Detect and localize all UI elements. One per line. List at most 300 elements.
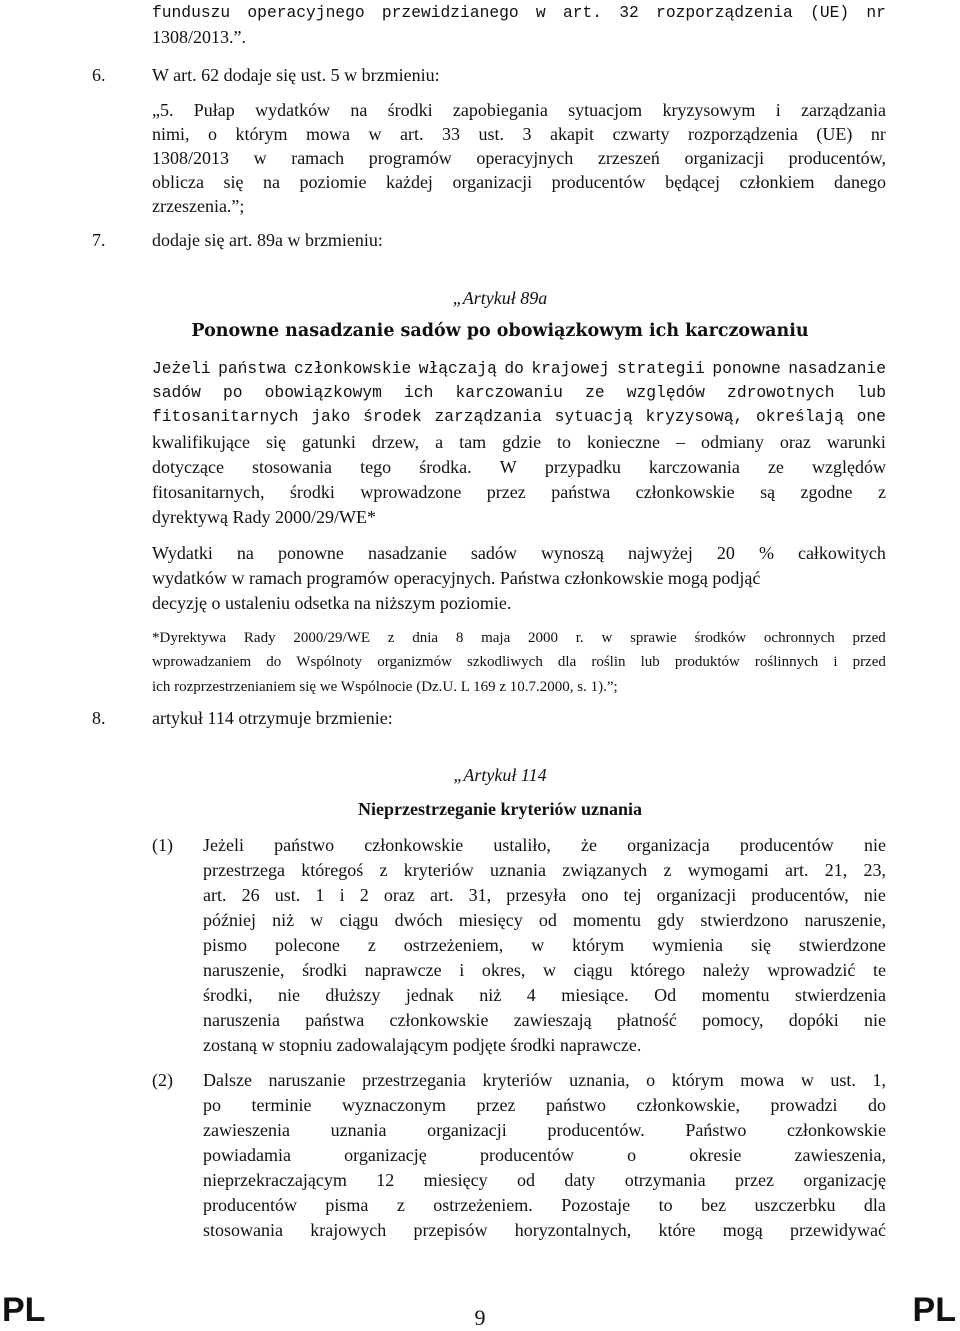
- word: wynoszą: [540, 543, 604, 563]
- justified-line: [203, 859, 886, 881]
- word: i: [833, 654, 838, 670]
- word: 26: [241, 885, 260, 905]
- justified-line: [152, 481, 886, 503]
- word: o: [208, 124, 218, 144]
- para-line: [203, 1009, 886, 1031]
- word: 23,: [863, 860, 886, 880]
- word: ze: [585, 383, 605, 402]
- word: w: [535, 3, 546, 22]
- word: przez: [735, 1170, 774, 1190]
- justified-line: [152, 382, 886, 404]
- footnote-line: [152, 651, 886, 673]
- word: 1: [315, 885, 325, 905]
- item-6-para-line-2: [152, 123, 886, 145]
- word: zarządzania: [801, 100, 886, 120]
- word: 4: [526, 985, 536, 1005]
- word: fitosanitarnych: [152, 407, 299, 426]
- para-line: [152, 406, 886, 428]
- word: do: [504, 359, 524, 378]
- word: naruszenie,: [203, 960, 285, 980]
- word: stwierdzone: [798, 935, 886, 955]
- word: uznania,: [569, 1070, 630, 1090]
- item-6-number: 6.: [92, 65, 106, 85]
- word: nie: [863, 1010, 886, 1030]
- word: w: [253, 148, 267, 168]
- word: ze: [767, 457, 784, 477]
- word: później: [203, 910, 256, 930]
- word: którego: [630, 960, 686, 980]
- word: organizacji: [452, 172, 533, 192]
- word: nasadzanie: [788, 359, 886, 378]
- word: przez: [486, 482, 526, 502]
- justified-line: [203, 934, 886, 956]
- para-line: zostaną w stopniu zadowalającym podjęte środki naprawcze.: [203, 1035, 642, 1055]
- word: producentów: [551, 172, 646, 192]
- word: przepisów: [413, 1220, 488, 1240]
- justified-line: [152, 171, 886, 193]
- top-line-1: [152, 2, 886, 24]
- word: otrzymania: [624, 1170, 706, 1190]
- para-line: [203, 834, 886, 856]
- word: 31,: [468, 885, 492, 905]
- word: pismo: [203, 935, 248, 955]
- word: poziomie: [299, 172, 367, 192]
- word: operacyjnego: [247, 3, 365, 22]
- word: z: [877, 482, 886, 502]
- word: wprowadzić: [767, 960, 856, 980]
- word: członkowskie: [293, 359, 412, 378]
- word: funduszu: [152, 3, 231, 22]
- word: zgodne: [800, 482, 853, 502]
- justified-line: [203, 984, 886, 1006]
- word: dopóki: [788, 1010, 839, 1030]
- word: przed: [852, 654, 886, 670]
- word: niż: [479, 985, 502, 1005]
- word: przewidywać: [790, 1220, 886, 1240]
- word: nimi,: [152, 124, 190, 144]
- word: to: [557, 432, 572, 452]
- word: i: [775, 100, 781, 120]
- word: członkowskie: [389, 1010, 489, 1030]
- word: producentów: [203, 1195, 297, 1215]
- word: którym: [572, 935, 625, 955]
- word: środki,: [203, 985, 253, 1005]
- word: ust.: [830, 1070, 856, 1090]
- justified-line: [152, 651, 886, 673]
- word: członkiem: [739, 172, 815, 192]
- word: nieprzekraczającym: [203, 1170, 347, 1190]
- word: ust.: [274, 885, 301, 905]
- word: r.: [575, 630, 584, 646]
- word: prowadzi: [770, 1095, 838, 1115]
- item-8-intro: artykuł 114 otrzymuje brzmienie:: [152, 708, 393, 728]
- word: środka.: [419, 457, 472, 477]
- word: horyzontalnych,: [514, 1220, 632, 1240]
- justified-line: [152, 2, 886, 24]
- word: rozporządzenia: [656, 3, 793, 22]
- word: programów: [368, 148, 452, 168]
- word: 1308/2013: [152, 148, 230, 168]
- word: państwa: [305, 1010, 365, 1030]
- word: przez: [476, 1095, 516, 1115]
- word: akapit: [550, 124, 594, 144]
- word: tam: [459, 432, 487, 452]
- word: Dalsze: [203, 1070, 252, 1090]
- word: %: [758, 543, 774, 563]
- word: organizmów: [377, 654, 452, 670]
- word: będącej: [665, 172, 721, 192]
- para-line: [203, 1094, 886, 1116]
- article-89a-heading: Ponowne nasadzanie sadów po obowiązkowym ich karczowaniu: [191, 321, 809, 341]
- word: Wspólnoty: [296, 654, 363, 670]
- word: z: [663, 860, 672, 880]
- word: o: [627, 1145, 637, 1165]
- para-line: [203, 1169, 886, 1191]
- word: jednak: [405, 985, 454, 1005]
- word: na: [262, 172, 280, 192]
- word: przed: [852, 630, 886, 646]
- word: to: [658, 1195, 673, 1215]
- para-line: decyzję o ustaleniu odsetka na niższym poziomie.: [152, 593, 512, 613]
- item-6-intro: W art. 62 dodaje się ust. 5 w brzmieniu:: [152, 65, 440, 85]
- word: Jeżeli: [203, 835, 244, 855]
- justified-line: [152, 358, 886, 380]
- word: odmiany: [700, 432, 764, 452]
- word: 1,: [872, 1070, 886, 1090]
- para-line: [152, 542, 886, 564]
- justified-line: [203, 909, 886, 931]
- word: producentów,: [788, 148, 886, 168]
- word: miesięcy: [458, 910, 523, 930]
- justified-line: [152, 147, 886, 169]
- word: nie: [277, 985, 300, 1005]
- word: które: [658, 1220, 696, 1240]
- word: organizację: [803, 1170, 886, 1190]
- word: się: [265, 432, 286, 452]
- word: operacyjnych: [476, 148, 574, 168]
- word: w: [310, 910, 324, 930]
- word: karczowaniu: [455, 383, 563, 402]
- footer-language-left: PL: [2, 1291, 46, 1329]
- word: w: [601, 630, 613, 646]
- word: sytuacjom: [568, 100, 643, 120]
- word: (UE): [816, 124, 853, 144]
- word: ich: [404, 383, 434, 402]
- para-line: wydatków w ramach programów operacyjnych. Państwa członkowskie mogą podjąć: [152, 568, 761, 588]
- word: ono: [581, 885, 609, 905]
- word: uszczerbku: [754, 1195, 836, 1215]
- para-line: [203, 859, 886, 881]
- word: o: [646, 1070, 656, 1090]
- word: środki: [302, 960, 348, 980]
- word: płatność: [616, 1010, 677, 1030]
- word: nr: [866, 3, 886, 22]
- word: wprowadzaniem: [152, 654, 252, 670]
- word: środki: [289, 482, 335, 502]
- justified-line: [203, 884, 886, 906]
- justified-line: [152, 123, 886, 145]
- word: i: [459, 960, 465, 980]
- para-1-number: (1): [152, 835, 173, 855]
- word: 21,: [824, 860, 848, 880]
- word: krajowych: [310, 1220, 387, 1240]
- justified-line: [152, 406, 886, 428]
- item-6-para-line-5: zrzeszenia.”;: [152, 196, 245, 216]
- word: nasadzanie: [367, 543, 447, 563]
- word: któregoś: [301, 860, 364, 880]
- word: 2000/29/WE: [293, 630, 371, 646]
- word: 32: [619, 3, 639, 22]
- word: art.: [784, 860, 809, 880]
- word: na: [350, 100, 368, 120]
- word: uznania: [330, 1120, 387, 1140]
- word: środki: [387, 100, 433, 120]
- word: te: [872, 960, 886, 980]
- word: naprawcze: [364, 960, 442, 980]
- word: ciągu: [573, 960, 613, 980]
- word: kryteriów: [482, 1070, 553, 1090]
- word: stwierdzono: [700, 910, 789, 930]
- word: miesięcy: [423, 1170, 488, 1190]
- para-line: [203, 984, 886, 1006]
- word: gatunki: [301, 432, 356, 452]
- justified-line: [203, 1144, 886, 1166]
- word: *Dyrektywa: [152, 630, 227, 646]
- word: przypadku: [544, 457, 621, 477]
- footnote-line: ich rozprzestrzenianiem się we Wspólnocie (Dz.U. L 169 z 10.7.2000, s. 1).”;: [152, 679, 618, 695]
- word: oblicza: [152, 172, 204, 192]
- justified-line: [152, 456, 886, 478]
- top-line-2: 1308/2013.”.: [152, 27, 246, 47]
- word: zdrowotnych: [727, 383, 835, 402]
- para-line: dyrektywą Rady 2000/29/WE*: [152, 507, 376, 527]
- word: nie: [863, 885, 886, 905]
- justified-line: [203, 1219, 886, 1241]
- justified-line: [152, 431, 886, 453]
- footer-language-right: PL: [912, 1291, 956, 1329]
- word: bez: [701, 1195, 727, 1215]
- word: roślin: [591, 654, 626, 670]
- justified-line: [203, 959, 886, 981]
- word: kwalifikujące: [152, 432, 250, 452]
- justified-line: [203, 1009, 886, 1031]
- word: sprawie: [630, 630, 677, 646]
- word: a: [435, 432, 444, 452]
- word: od: [538, 910, 557, 930]
- word: środków: [694, 630, 747, 646]
- word: wymienia: [652, 935, 724, 955]
- word: przewidzianego: [381, 3, 519, 22]
- word: związanych: [562, 860, 648, 880]
- justified-line: [152, 99, 886, 121]
- word: zawieszenia: [203, 1120, 290, 1140]
- word: się: [750, 935, 771, 955]
- word: dla: [557, 654, 577, 670]
- justified-line: [203, 1069, 886, 1091]
- word: którym: [671, 1070, 724, 1090]
- word: stosowania: [203, 1220, 283, 1240]
- word: ochronnych: [763, 630, 835, 646]
- word: fitosanitarnych,: [152, 482, 265, 502]
- word: 3: [522, 124, 532, 144]
- word: organizacji: [427, 1120, 507, 1140]
- para-line: [203, 884, 886, 906]
- item-6-para-line-1: [152, 99, 886, 121]
- word: wyznaczonym: [342, 1095, 446, 1115]
- word: Pułap: [193, 100, 235, 120]
- word: momentu: [573, 910, 642, 930]
- word: naruszanie: [268, 1070, 346, 1090]
- footnote-line: [152, 627, 886, 649]
- word: z: [387, 630, 395, 646]
- item-7-intro: dodaje się art. 89a w brzmieniu:: [152, 230, 383, 250]
- word: daty: [564, 1170, 596, 1190]
- word: art.: [562, 3, 603, 22]
- word: się: [223, 172, 244, 192]
- word: lub: [640, 654, 660, 670]
- word: one: [856, 407, 886, 426]
- word: stosowania: [252, 457, 333, 477]
- word: całkowitych: [797, 543, 886, 563]
- word: jako: [311, 407, 351, 426]
- word: naruszenie,: [804, 910, 886, 930]
- word: członkowskie: [787, 1120, 886, 1140]
- word: produktów: [674, 654, 740, 670]
- word: organizacji: [656, 885, 737, 905]
- justified-line: [152, 542, 886, 564]
- word: ustaliło,: [493, 835, 551, 855]
- word: stwierdzenia: [795, 985, 886, 1005]
- item-7-number: 7.: [92, 230, 106, 250]
- word: w: [800, 1070, 814, 1090]
- word: producentów,: [751, 885, 849, 905]
- word: danego: [834, 172, 886, 192]
- word: zawieszają: [513, 1010, 592, 1030]
- justified-line: [203, 1094, 886, 1116]
- word: Jeżeli: [152, 359, 211, 378]
- para-line: [152, 456, 886, 478]
- para-line: [203, 934, 886, 956]
- page-number: 9: [474, 1305, 486, 1330]
- para-line: [203, 959, 886, 981]
- word: krajowej: [531, 359, 610, 378]
- word: ciągu: [339, 910, 379, 930]
- word: naruszenia: [203, 1010, 280, 1030]
- word: –: [675, 432, 685, 452]
- word: ponowne: [277, 543, 344, 563]
- justified-line: [203, 1169, 886, 1191]
- word: 20: [716, 543, 735, 563]
- word: roślinnych: [754, 654, 819, 670]
- para-line: [203, 1069, 886, 1091]
- article-89a-title: „Artykuł 89a: [452, 288, 548, 308]
- word: należy: [702, 960, 750, 980]
- para-line: [152, 358, 886, 380]
- word: warunki: [826, 432, 886, 452]
- word: państwo: [545, 1095, 606, 1115]
- word: producentów.: [547, 1120, 645, 1140]
- word: 2000: [528, 630, 558, 646]
- word: art.: [203, 885, 227, 905]
- article-114-title: „Artykuł 114: [453, 765, 547, 785]
- para-2-number: (2): [152, 1070, 173, 1090]
- word: członkowskie: [635, 482, 735, 502]
- word: 8: [455, 630, 464, 646]
- word: do: [868, 1095, 886, 1115]
- word: karczowania: [648, 457, 740, 477]
- word: Wydatki: [152, 543, 213, 563]
- word: włączają: [418, 359, 497, 378]
- word: mowa: [740, 1070, 785, 1090]
- word: państwa: [218, 359, 287, 378]
- word: momentu: [701, 985, 770, 1005]
- word: dwóch: [394, 910, 443, 930]
- para-line: [203, 1144, 886, 1166]
- justified-line: [203, 1119, 886, 1141]
- word: że: [580, 835, 597, 855]
- word: art.: [400, 124, 424, 144]
- word: polecone: [274, 935, 340, 955]
- para-line: [203, 1119, 886, 1141]
- word: Od: [654, 985, 677, 1005]
- article-114-heading: Nieprzestrzeganie kryteriów uznania: [358, 799, 642, 819]
- para-line: [203, 1194, 886, 1216]
- word: tego: [360, 457, 392, 477]
- justified-line: [203, 1194, 886, 1216]
- word: zawieszenia,: [794, 1145, 886, 1165]
- word: producentów: [739, 835, 834, 855]
- word: obowiązkowym: [264, 383, 382, 402]
- word: względów: [812, 457, 886, 477]
- word: kryzysową,: [645, 407, 744, 426]
- word: państwa: [551, 482, 611, 502]
- item-6-para-line-4: [152, 171, 886, 193]
- word: członkowskie: [364, 835, 464, 855]
- word: nr: [870, 124, 886, 144]
- para-line: [152, 431, 886, 453]
- justified-line: [203, 834, 886, 856]
- word: 2: [359, 885, 369, 905]
- word: zarządzania: [434, 407, 542, 426]
- word: w: [531, 935, 545, 955]
- word: z: [396, 1195, 405, 1215]
- word: mowa: [306, 124, 351, 144]
- word: tej: [623, 885, 642, 905]
- word: najwyżej: [627, 543, 693, 563]
- word: oraz: [383, 885, 415, 905]
- word: ust.: [478, 124, 505, 144]
- word: ostrzeżeniem,: [403, 935, 504, 955]
- word: Państwo: [685, 1120, 747, 1140]
- word: konieczne: [587, 432, 660, 452]
- word: na: [236, 543, 254, 563]
- word: gdzie: [502, 432, 542, 452]
- word: Rady: [243, 630, 276, 646]
- word: członkowskie,: [636, 1095, 740, 1115]
- word: organizacja: [627, 835, 710, 855]
- word: „5.: [152, 100, 174, 120]
- word: po: [222, 383, 243, 402]
- word: państwo: [274, 835, 335, 855]
- word: ostrzeżeniem.: [433, 1195, 533, 1215]
- word: są: [760, 482, 776, 502]
- word: określają: [755, 407, 844, 426]
- word: 33: [442, 124, 460, 144]
- word: zapobiegania: [452, 100, 548, 120]
- word: po: [203, 1095, 221, 1115]
- word: kryteriów: [403, 860, 474, 880]
- word: którym: [235, 124, 288, 144]
